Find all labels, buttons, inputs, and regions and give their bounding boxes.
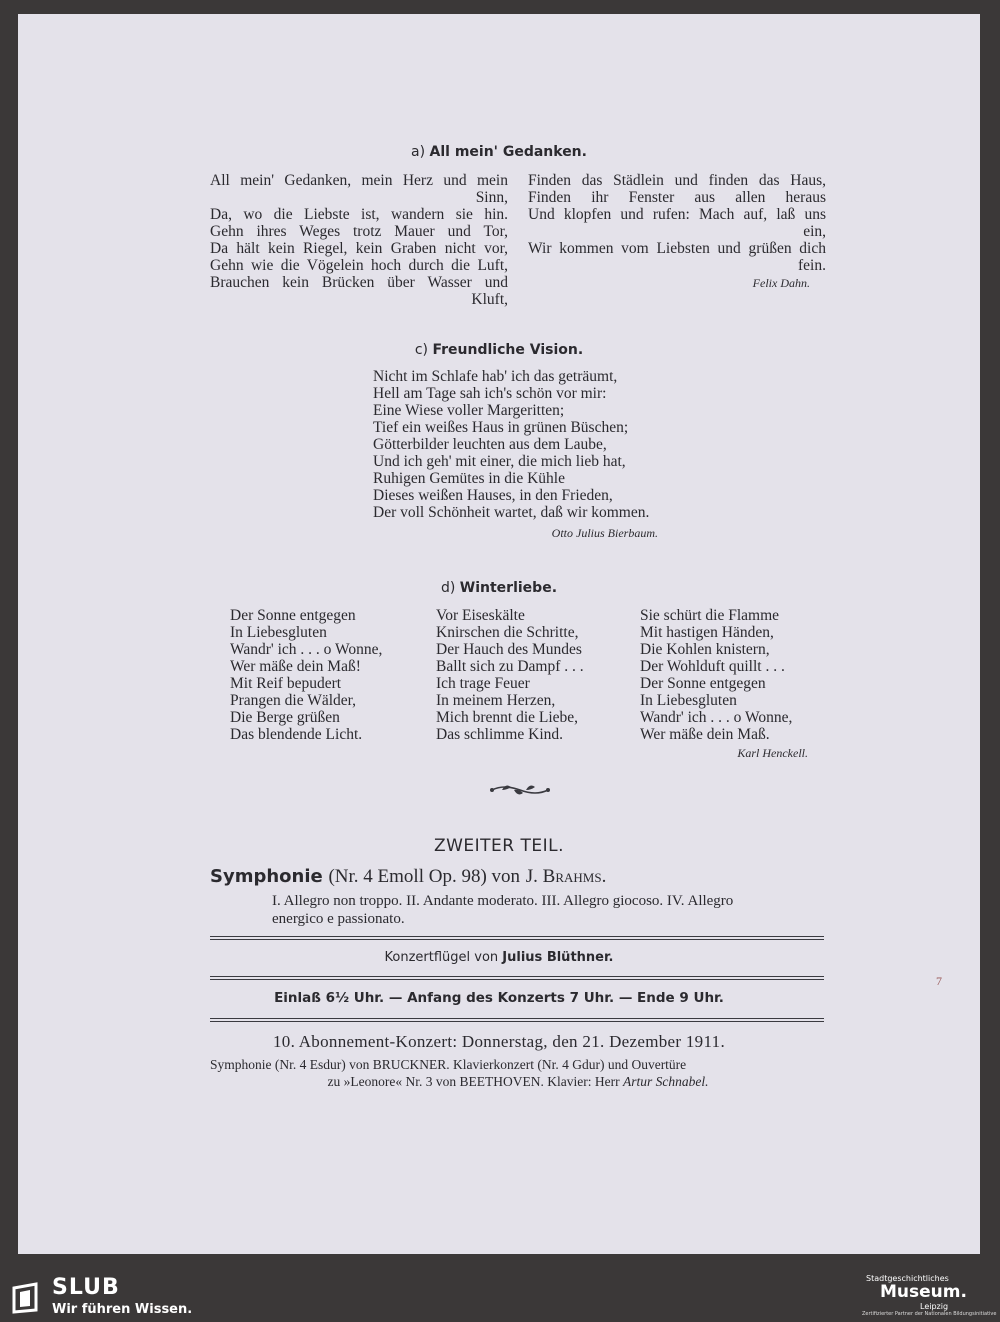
poem-line: Da, wo die Liebste ist, wandern sie hin.: [210, 206, 508, 223]
next-concert-program-line-2: [210, 1074, 826, 1090]
poem-line: Da hält kein Riegel, kein Graben nicht vor,: [210, 240, 508, 257]
poem-line: Finden ihr Fenster aus allen heraus: [528, 189, 826, 206]
poem-line: ein,: [803, 223, 826, 240]
museum-name: Museum.: [880, 1282, 967, 1302]
slub-name: SLUB: [52, 1275, 120, 1300]
poem-line: All mein' Gedanken, mein Herz und mein: [210, 172, 508, 189]
slub-logo-icon: [10, 1282, 42, 1314]
poem-line: Brauchen kein Brücken über Wasser und: [210, 274, 508, 291]
poem-line: Wandr' ich . . . o Wonne,: [230, 641, 383, 658]
poem-line: Kluft,: [471, 291, 508, 308]
poem-line: Die Kohlen knistern,: [640, 641, 770, 658]
poem-line: fein.: [798, 257, 826, 274]
poem-line: Ruhigen Gemütes in die Kühle: [373, 470, 565, 487]
next-concert-title: 10. Abonnement-Konzert: Donnerstag, den 21. Dezember 1911.: [272, 1032, 726, 1051]
poem-line: Der Wohlduft quillt . . .: [640, 658, 785, 675]
song-c-poem: [373, 368, 693, 521]
poem-line: Wer mäße dein Maß.: [640, 726, 770, 743]
poem-line: Mit hastigen Händen,: [640, 624, 774, 641]
poem-line: In Liebesgluten: [230, 624, 327, 641]
poem-line: Die Berge grüßen: [230, 709, 340, 726]
poem-line: In meinem Herzen,: [436, 692, 556, 709]
movements-line-1: I. Allegro non troppo. II. Andante moderato. III. Allegro giocoso. IV. Allegro: [272, 893, 734, 909]
poem-line: Der Sonne entgegen: [640, 675, 766, 692]
song-c-author: Otto Julius Bierbaum.: [551, 526, 658, 540]
song-a-author: Felix Dahn.: [752, 276, 810, 290]
poem-line: Finden das Städlein und finden das Haus,: [528, 172, 826, 189]
song-c-title: c) Freundliche Vision.: [414, 342, 584, 358]
poem-line: Götterbilder leuchten aus dem Laube,: [373, 436, 607, 453]
museum-label: Stadtgeschichtliches: [866, 1274, 949, 1283]
poem-line: Der Sonne entgegen: [230, 607, 356, 624]
margin-mark: 7: [936, 974, 942, 988]
symphony-bold-label: Symphonie: [210, 866, 323, 887]
song-d-title: d) Winterliebe.: [440, 580, 558, 596]
double-rule: [210, 976, 824, 980]
poem-line: Wir kommen vom Liebsten und grüßen dich: [528, 240, 826, 257]
poem-line: Dieses weißen Hauses, in den Frieden,: [373, 487, 613, 504]
floral-ornament-icon: [488, 780, 552, 800]
poem-line: Gehn wie die Vögelein hoch durch die Luft,: [210, 257, 508, 274]
double-rule: [210, 936, 824, 940]
double-rule: [210, 1018, 824, 1022]
symphony-details: (Nr. 4 Emoll Op. 98) von: [328, 866, 521, 887]
song-a-title: a) All mein' Gedanken.: [411, 144, 587, 160]
poem-line: Das blendende Licht.: [230, 726, 363, 743]
poem-line: Knirschen die Schritte,: [436, 624, 579, 641]
times-line: Einlaß 6½ Uhr. — Anfang des Konzerts 7 Uhr. — Ende 9 Uhr.: [274, 990, 724, 1006]
footer-bar: [0, 1272, 1000, 1322]
poem-line: Eine Wiese voller Margeritten;: [373, 402, 565, 419]
poem-line: Mit Reif bepudert: [230, 675, 342, 692]
poem-line: Wandr' ich . . . o Wonne,: [640, 709, 793, 726]
poem-line: Und ich geh' mit einer, die mich lieb hat,: [373, 453, 626, 470]
piano-note: [18, 950, 980, 965]
movements-list: [272, 892, 832, 928]
poem-line: In Liebesgluten: [640, 692, 737, 709]
poem-line: Gehn ihres Weges trotz Mauer und Tor,: [210, 223, 508, 240]
slub-tagline: Wir führen Wissen.: [52, 1302, 193, 1317]
poem-line: Ballt sich zu Dampf . . .: [436, 658, 584, 675]
song-d-author: Karl Henckell.: [737, 746, 808, 760]
poem-line: Wer mäße dein Maß!: [230, 658, 361, 675]
poem-line: Nicht im Schlafe hab' ich das geträumt,: [373, 368, 618, 385]
document-page: [18, 14, 980, 1254]
piano-note-prefix: Konzertflügel von: [384, 950, 499, 965]
song-d-column-2: [436, 607, 636, 743]
piano-maker: Julius Blüthner.: [502, 950, 614, 965]
next-concert-line-2-text: zu »Leonore« Nr. 3 von BEETHOVEN. Klavier: Herr: [327, 1074, 620, 1089]
song-a-left-column: [210, 172, 508, 308]
poem-line: Vor Eiseskälte: [436, 607, 525, 624]
museum-partner-note: Zertifizierter Partner der Nationalen Bildungsinitiative: [862, 1311, 997, 1317]
movements-line-2: energico e passionato.: [272, 911, 405, 927]
next-concert-program-line-1: Symphonie (Nr. 4 Esdur) von BRUCKNER. Klavierkonzert (Nr. 4 Gdur) und Ouvertüre: [210, 1057, 687, 1072]
poem-line: Hell am Tage sah ich's schön vor mir:: [373, 385, 607, 402]
poem-line: Prangen die Wälder,: [230, 692, 357, 709]
soloist-name: Artur Schnabel.: [622, 1074, 709, 1089]
poem-line: Das schlimme Kind.: [436, 726, 563, 743]
part-two-heading: ZWEITER TEIL.: [433, 836, 565, 856]
poem-line: Sie schürt die Flamme: [640, 607, 780, 624]
song-d-column-1: [230, 607, 430, 743]
symphony-line: [210, 866, 606, 888]
poem-line: Sinn,: [475, 189, 508, 206]
poem-line: Der Hauch des Mundes: [436, 641, 582, 658]
song-d-column-3: [640, 607, 840, 743]
poem-line: Ich trage Feuer: [436, 675, 530, 692]
symphony-composer: J. Brahms.: [525, 866, 607, 887]
poem-line: Der voll Schönheit wartet, daß wir kommen.: [373, 504, 650, 521]
museum-city: Leipzig: [920, 1302, 949, 1311]
song-a-right-column: [528, 172, 826, 274]
poem-line: Mich brennt die Liebe,: [436, 709, 579, 726]
poem-line: Und klopfen und rufen: Mach auf, laß uns: [528, 206, 826, 223]
poem-line: Tief ein weißes Haus in grünen Büschen;: [373, 419, 629, 436]
